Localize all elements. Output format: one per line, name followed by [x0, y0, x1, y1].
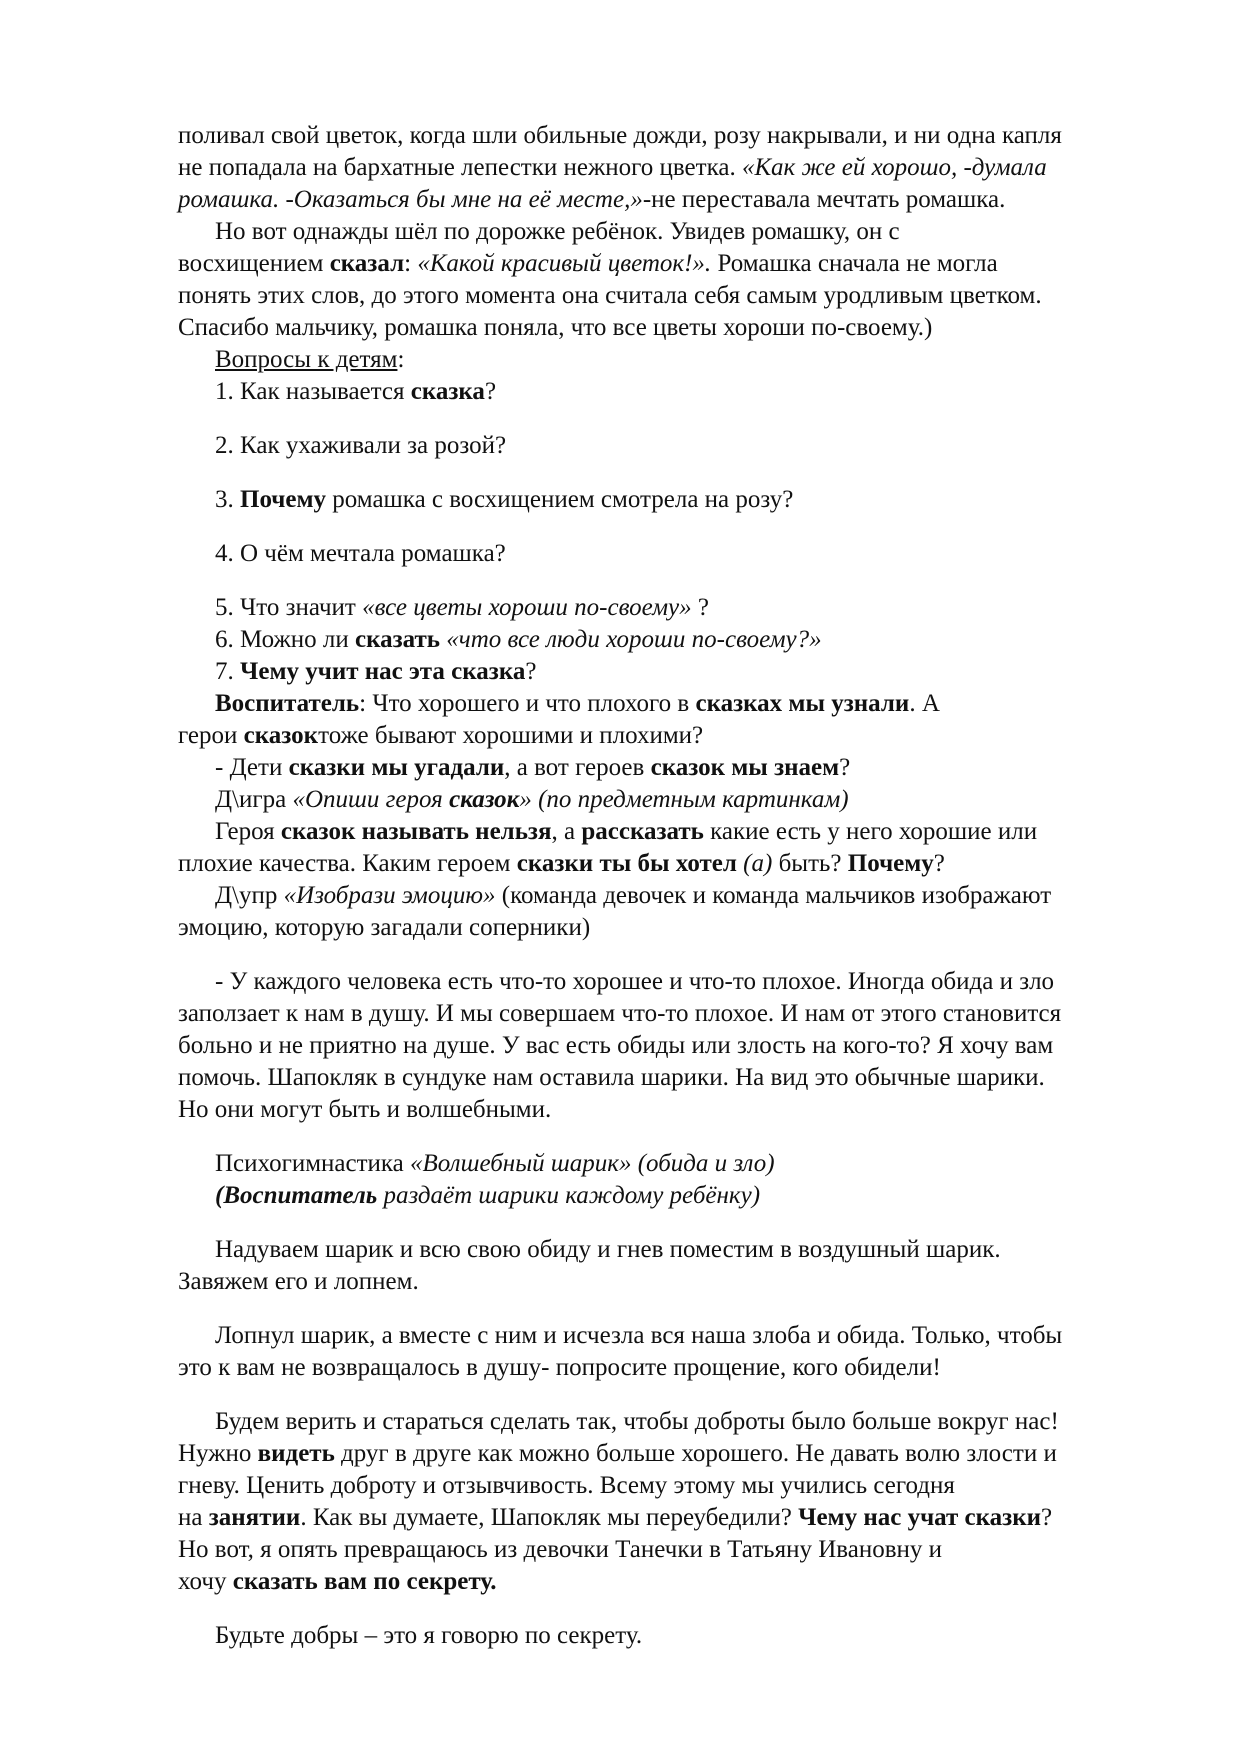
text-line [178, 912, 590, 944]
text-line [178, 1030, 1053, 1062]
text-line [178, 1534, 942, 1566]
text-run: Но они могут быть и волшебными. [178, 1096, 552, 1123]
bold-run: Чему учит нас эта сказка [240, 658, 526, 685]
text-run: 7. [215, 658, 240, 685]
text-run: ромашка с восхищением смотрела на розу? [326, 486, 794, 513]
text-run: тоже бывают хорошими и плохими? [318, 722, 704, 749]
bold-run: видеть [257, 1440, 335, 1467]
bold-run: сказок мы знаем [650, 754, 840, 781]
underlined-run: Вопросы к детям [215, 346, 398, 373]
bold-italic-run: Воспитатель [223, 1182, 378, 1209]
text-run: Героя [215, 818, 281, 845]
bold-run: сказок [243, 722, 319, 749]
text-run: понять этих слов, до этого момента она считала себя самым уродливым цветком. [178, 282, 1042, 309]
text-run: на [178, 1504, 209, 1531]
text-line [178, 1062, 1045, 1094]
bold-run: Чему нас учат сказки [798, 1504, 1042, 1531]
text-line [178, 1502, 1052, 1534]
text-line [215, 816, 1037, 848]
text-run: -не переставала мечтать ромашка. [642, 186, 1006, 213]
bold-run: Воспитатель [215, 690, 360, 717]
text-run: Будьте добры – это я говорю по секрету. [215, 1622, 643, 1649]
text-run: ? [691, 594, 709, 621]
text-line [215, 1180, 760, 1212]
text-run: эмоцию, которую загадали соперники) [178, 914, 591, 941]
text-line [215, 688, 940, 720]
text-line [178, 998, 1061, 1030]
text-line [215, 752, 850, 784]
text-run: : [397, 346, 405, 373]
questions-heading [215, 344, 404, 376]
text-run: быть? [772, 850, 848, 877]
text-run: восхищением [178, 250, 330, 277]
italic-run: (а) [743, 850, 773, 877]
text-line [178, 184, 1005, 216]
text-run: Надуваем шарик и всю свою обиду и гнев поместим в воздушный шарик. [215, 1236, 1001, 1263]
text-line [178, 248, 998, 280]
bold-run: сказки ты бы хотел [516, 850, 737, 877]
text-run: ? [839, 754, 851, 781]
text-run: Будем верить и стараться сделать так, чтобы доброты было больше вокруг нас! [215, 1408, 1059, 1435]
bold-run: сказки мы угадали [288, 754, 505, 781]
text-run: Спасибо мальчику, ромашка поняла, что все цветы хороши по-своему.) [178, 314, 933, 341]
bold-italic-run: сказок [449, 786, 520, 813]
text-run: друг в друге как можно больше хорошего. Не давать волю злости и [334, 1440, 1057, 1467]
text-line [178, 1470, 955, 1502]
text-run: : [404, 250, 418, 277]
text-run: , а вот героев [504, 754, 651, 781]
italic-run: «все цветы хороши по-своему» [362, 594, 692, 621]
text-line [178, 280, 1042, 312]
text-run: Д\упр [215, 882, 284, 909]
bold-run: рассказать [581, 818, 704, 845]
text-line [178, 1438, 1057, 1470]
question-4 [215, 538, 506, 570]
text-run: Завяжем его и лопнем. [178, 1268, 419, 1295]
text-line [178, 848, 945, 880]
text-run: не попадала на бархатные лепестки нежного цветка. [178, 154, 742, 181]
question-6 [215, 624, 822, 656]
text-line [178, 1094, 551, 1126]
text-run: Д\игра [215, 786, 293, 813]
italic-run: раздаёт шарики каждому ребёнку) [377, 1182, 761, 1209]
text-run: плохие качества. Каким героем [178, 850, 517, 877]
text-line [178, 120, 1062, 152]
text-run: помочь. Шапокляк в сундуке нам оставила шарики. На вид это обычные шарики. [178, 1064, 1045, 1091]
text-run: 1. Как называется [215, 378, 411, 405]
closing-line [215, 1620, 642, 1652]
text-run: Нужно [178, 1440, 258, 1467]
text-line [215, 1406, 1059, 1438]
bold-run: сказать [355, 626, 441, 653]
italic-run: «Опиши героя [292, 786, 450, 813]
text-run: ? [1041, 1504, 1053, 1531]
text-line [178, 152, 1047, 184]
text-run: ? [484, 378, 497, 405]
bold-run: сказка [410, 378, 485, 405]
italic-run: «что все люди хороши по-своему?» [446, 626, 822, 653]
text-run: какие есть у него хорошие или [703, 818, 1038, 845]
text-run: Лопнул шарик, а вместе с ним и исчезла вся наша злоба и обида. Только, чтобы [215, 1322, 1063, 1349]
text-run: это к вам не возвращалось в душу- попросите прощение, кого обидели! [178, 1354, 941, 1381]
question-2 [215, 430, 506, 462]
italic-run: » (по предметным картинкам) [519, 786, 849, 813]
text-line [178, 1266, 419, 1298]
text-run: ? [525, 658, 537, 685]
text-run: . А [909, 690, 940, 717]
text-line [215, 966, 1054, 998]
text-run: хочу [178, 1568, 233, 1595]
question-7 [215, 656, 536, 688]
text-line [215, 1320, 1062, 1352]
text-line [215, 880, 1051, 912]
bold-run: сказках мы узнали [695, 690, 910, 717]
bold-italic-run: ( [215, 1182, 224, 1209]
bold-run: сказать вам по секрету. [232, 1568, 497, 1595]
text-run: ? [933, 850, 945, 877]
text-run: Но вот, я опять превращаюсь из девочки Танечки в Татьяну Ивановну и [178, 1536, 943, 1563]
text-run: - Дети [215, 754, 289, 781]
text-line [215, 1234, 1001, 1266]
text-run: 3. [215, 486, 240, 513]
text-run: 4. О чём мечтала ромашка? [215, 540, 506, 567]
question-3 [215, 484, 793, 516]
italic-run: «Изобрази эмоцию» [283, 882, 496, 909]
question-5 [215, 592, 709, 624]
bold-run: Почему [240, 486, 327, 513]
text-line [178, 1566, 497, 1598]
text-run: Но вот однажды шёл по дорожке ребёнок. Увидев ромашку, он с [215, 218, 900, 245]
text-run: 2. Как ухаживали за розой? [215, 432, 507, 459]
question-1 [215, 376, 496, 408]
text-run: герои [178, 722, 244, 749]
text-run: . Как вы думаете, Шапокляк мы переубедили? [300, 1504, 799, 1531]
italic-run: «Какой красивый цветок!». [417, 250, 712, 277]
italic-run: «Как же ей хорошо, -думала [741, 154, 1047, 181]
bold-run: Почему [847, 850, 934, 877]
text-run: (команда девочек и команда мальчиков изображают [495, 882, 1052, 909]
text-run: 5. Что значит [215, 594, 363, 621]
text-run: - У каждого человека есть что-то хорошее и что-то плохое. Иногда обида и зло [215, 968, 1055, 995]
text-run: : Что хорошего и что плохого в [359, 690, 696, 717]
text-line [178, 1352, 941, 1384]
text-line [215, 784, 849, 816]
text-run: 6. Можно ли [215, 626, 355, 653]
text-line [215, 216, 900, 248]
text-line [178, 312, 932, 344]
text-line [178, 720, 703, 752]
text-run: гневу. Ценить доброту и отзывчивость. Всему этому мы учились сегодня [178, 1472, 955, 1499]
bold-run: занятии [208, 1504, 301, 1531]
bold-run: сказок называть нельзя [280, 818, 552, 845]
bold-run: сказал [329, 250, 405, 277]
text-run: заползает к нам в душу. И мы совершаем что-то плохое. И нам от этого становится [178, 1000, 1062, 1027]
italic-run: «Волшебный шарик» (обида и зло) [410, 1150, 775, 1177]
text-run: Психогимнастика [215, 1150, 411, 1177]
italic-run: ромашка. -Оказаться бы мне на её месте,» [178, 186, 643, 213]
text-run: Ромашка сначала не могла [711, 250, 998, 277]
text-run: поливал свой цветок, когда шли обильные дожди, розу накрывали, и ни одна капля [178, 122, 1062, 149]
text-line [215, 1148, 775, 1180]
text-run: больно и не приятно на душе. У вас есть обиды или злость на кого-то? Я хочу вам [178, 1032, 1054, 1059]
text-run: , а [551, 818, 582, 845]
